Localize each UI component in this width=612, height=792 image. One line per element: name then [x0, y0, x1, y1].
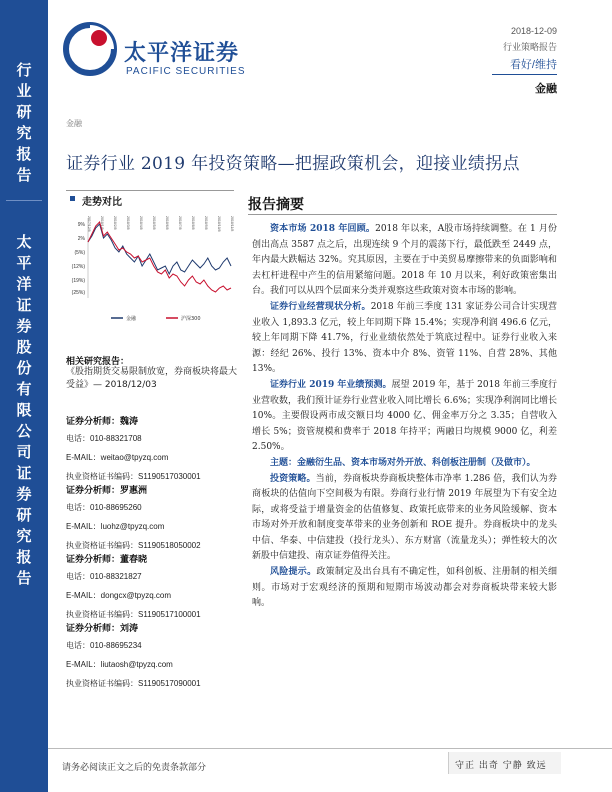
x-tick-label: 2018/3/8 [126, 216, 130, 230]
x-tick-label: 2018/11/8 [230, 216, 234, 232]
paragraph-lead: 主题： [270, 457, 298, 468]
analyst-email[interactable]: E-MAIL：luohz@tpyzq.com [66, 522, 165, 531]
x-tick-label: 2018/6/8 [165, 216, 169, 230]
category-label: 金融 [66, 119, 82, 128]
summary-paragraph [252, 222, 557, 300]
rating: 看好/维持 [509, 59, 557, 71]
sidebar [0, 0, 48, 792]
legend-label: 沪深300 [181, 316, 201, 322]
analyst-cert: 执业资格证书编码：S1190518050002 [66, 541, 201, 550]
analyst-email[interactable]: E-MAIL：weitao@tpyzq.com [66, 453, 169, 462]
x-tick-label: 2017/12/8 [87, 216, 91, 232]
sidebar-bottom-char: 报 [16, 548, 32, 566]
y-tick-label: 2% [77, 236, 85, 242]
paragraph-text: 2018 年以来，A股市场持续调整。在 1 月份创出高点 3587 点之后，出现连续 9 个月的震荡下行，最低跌至 2449 点，年内最大跌幅达 32%。究其原因，主要在于中美贸易摩擦带来的负面影响和去杠杆进程中产生的信用紧缩问题。2018 年 10 月以来，利好政策密集出台。我们可以从四个层面来分类并观察这些政策对资本市场的影响。 [252, 224, 557, 297]
x-tick-label: 2018/4/8 [139, 216, 143, 230]
analyst-cert: 执业资格证书编码：S1190517090001 [66, 679, 201, 688]
sidebar-top-char: 研 [16, 103, 32, 121]
page-title: 证券行业 2019 年投资策略—把握政策机会，迎接业绩拐点 [66, 154, 520, 174]
paragraph-text: 2018 年前三季度 131 家证券公司合计实现营业收入 1,893.3 亿元，较上年同期下降 15.4%；实现净利润 496.6 亿元，较上年同期下降 41.7%，行业业绩依然处于筑底过程中。证券行业收入来源：经纪 26%、投行 13%、资本中介 8%、资管 11%、自营 28%、其他 13%。 [252, 301, 557, 375]
summary-paragraph [252, 456, 557, 472]
paragraph-lead: 风险提示。 [270, 567, 317, 578]
x-tick-label: 2018/10/8 [217, 216, 221, 232]
sidebar-top-char: 行 [16, 61, 32, 79]
analyst-name: 证券分析师：刘涛 [66, 624, 139, 634]
x-tick-label: 2018/9/8 [204, 216, 208, 230]
sidebar-bottom-char: 究 [16, 527, 32, 545]
header-divider [492, 74, 557, 75]
industry-label: 金融 [535, 83, 557, 95]
analyst-name: 证券分析师：罗惠洲 [66, 486, 148, 496]
paragraph-lead: 投资策略。 [270, 473, 316, 484]
sidebar-top-char: 业 [16, 82, 32, 100]
x-tick-label: 2018/2/8 [113, 216, 117, 230]
footer-divider [48, 748, 612, 749]
sidebar-bottom-char: 司 [16, 443, 32, 461]
summary-paragraph [252, 300, 557, 378]
analyst-cert: 执业资格证书编码：S1190517030001 [66, 472, 201, 481]
sidebar-bottom-char: 研 [16, 506, 32, 524]
series-line-0 [88, 224, 231, 274]
analyst-block [66, 414, 241, 490]
paragraph-text: 政策制定及出台具有不确定性，如科创板、注册制的相关细则。市场对于宏观经济的预期和短期市场波动都会对券商板块带来较大影响。 [252, 567, 557, 609]
paragraph-text: 金融衍生品、资本市场对外开放、科创板注册制（及做市）。 [297, 457, 536, 468]
disclaimer-text: 请务必阅读正文之后的免责条款部分 [62, 763, 207, 773]
analyst-name: 证券分析师：魏涛 [66, 417, 139, 427]
company-name-en: PACIFIC SECURITIES [126, 66, 246, 77]
related-research-item: 《股指期货交易限制放宽，券商板块将最大受益》— 2018/12/03 [66, 367, 238, 390]
sidebar-bottom-char: 洋 [16, 275, 32, 293]
y-tick-label: (19%) [71, 278, 85, 284]
x-tick-label: 2018/1/8 [100, 216, 104, 230]
sidebar-bottom-char: 股 [16, 338, 32, 356]
summary-body [252, 222, 557, 612]
sidebar-bottom-char: 太 [16, 233, 32, 251]
x-tick-label: 2018/5/8 [152, 216, 156, 230]
analyst-block [66, 552, 241, 628]
analyst-phone: 电话：010-88321708 [66, 434, 142, 443]
summary-paragraph [252, 378, 557, 456]
company-name-cn: 太平洋证券 [124, 41, 240, 66]
paragraph-lead: 资本市场 2018 年回顾。 [270, 224, 376, 234]
sidebar-bottom-char: 份 [16, 359, 32, 377]
y-tick-label: (25%) [71, 290, 85, 296]
summary-divider [248, 214, 557, 215]
analyst-phone: 电话：010-88695260 [66, 503, 142, 512]
report-type: 行业策略报告 [502, 42, 557, 52]
sidebar-report-label [0, 60, 48, 186]
related-research-header: 相关研究报告： [66, 357, 130, 367]
x-tick-label: 2018/7/8 [178, 216, 182, 230]
trend-title: 走势对比 [82, 197, 122, 208]
paragraph-text: 当前，券商板块券商板块整体市净率 1.286 倍，我们认为券商板块的估值向下空间极为有限。券商行业行情 2019 年展望为下有安全边际，或将受益于增量资金的估值修复、政策托底带来的业务风险缓解、资本市场对外开放和制度变革带来的业务创新和 ROE 提升。券商板块中的龙头中信、华泰、中信建投（投行龙头）、东方财富（流量龙头）；弹性较大的次新股中信建投、南京证券值得关注。 [252, 473, 557, 562]
y-tick-label: 9% [77, 222, 85, 228]
analyst-phone: 电话：010-88321827 [66, 572, 142, 581]
sidebar-divider [6, 200, 42, 201]
x-tick-label: 2018/8/8 [191, 216, 195, 230]
paragraph-text: 展望 2019 年，基于 2018 年前三季度行业营收数，我们预计证券行业营业收入同比增长 6.6%；实现净利润同比增长 10%。主要假设两市成交额日均 4000 亿、佣金率万分之 3.35；自营收入增长 5%；资管规模和费率于 2018 年持平；两融日均规模 9000 亿，利差 2.50%。 [252, 379, 557, 453]
sidebar-top-char: 告 [16, 166, 32, 184]
sidebar-bottom-char: 告 [16, 569, 32, 587]
series-line-1 [88, 222, 231, 292]
sidebar-bottom-char: 有 [16, 380, 32, 398]
summary-paragraph [252, 565, 557, 612]
analyst-phone: 电话：010-88695234 [66, 641, 142, 650]
trend-chart [66, 212, 236, 330]
sidebar-bottom-char: 证 [16, 464, 32, 482]
paragraph-lead: 证券行业经营现状分析。 [270, 301, 371, 312]
sidebar-bottom-char: 证 [16, 296, 32, 314]
company-logo-icon [63, 22, 117, 76]
analyst-block [66, 483, 241, 559]
y-tick-label: (12%) [71, 264, 85, 270]
y-tick-label: (5%) [74, 250, 85, 256]
sidebar-top-char: 究 [16, 124, 32, 142]
sidebar-top-char: 报 [16, 145, 32, 163]
analyst-email[interactable]: E-MAIL：liutaosh@tpyzq.com [66, 660, 173, 669]
sidebar-bottom-char: 公 [16, 422, 32, 440]
sidebar-company-label [0, 232, 48, 589]
summary-header: 报告摘要 [248, 197, 304, 213]
sidebar-bottom-char: 限 [16, 401, 32, 419]
sidebar-bottom-char: 券 [16, 485, 32, 503]
legend-label: 金融 [126, 316, 137, 322]
sidebar-bottom-char: 券 [16, 317, 32, 335]
analyst-cert: 执业资格证书编码：S1190517100001 [66, 610, 201, 619]
analyst-name: 证券分析师：董春晓 [66, 555, 148, 565]
sidebar-bottom-char: 平 [16, 254, 32, 272]
analyst-email[interactable]: E-MAIL：dongcx@tpyzq.com [66, 591, 172, 600]
analyst-block [66, 621, 241, 697]
footer-motto: 守正 出奇 宁静 致远 [455, 761, 547, 771]
section-bullet-icon [70, 196, 75, 201]
report-date: 2018-12-09 [510, 26, 557, 36]
paragraph-lead: 证券行业 2019 年业绩预测。 [270, 379, 392, 390]
summary-paragraph [252, 472, 557, 566]
